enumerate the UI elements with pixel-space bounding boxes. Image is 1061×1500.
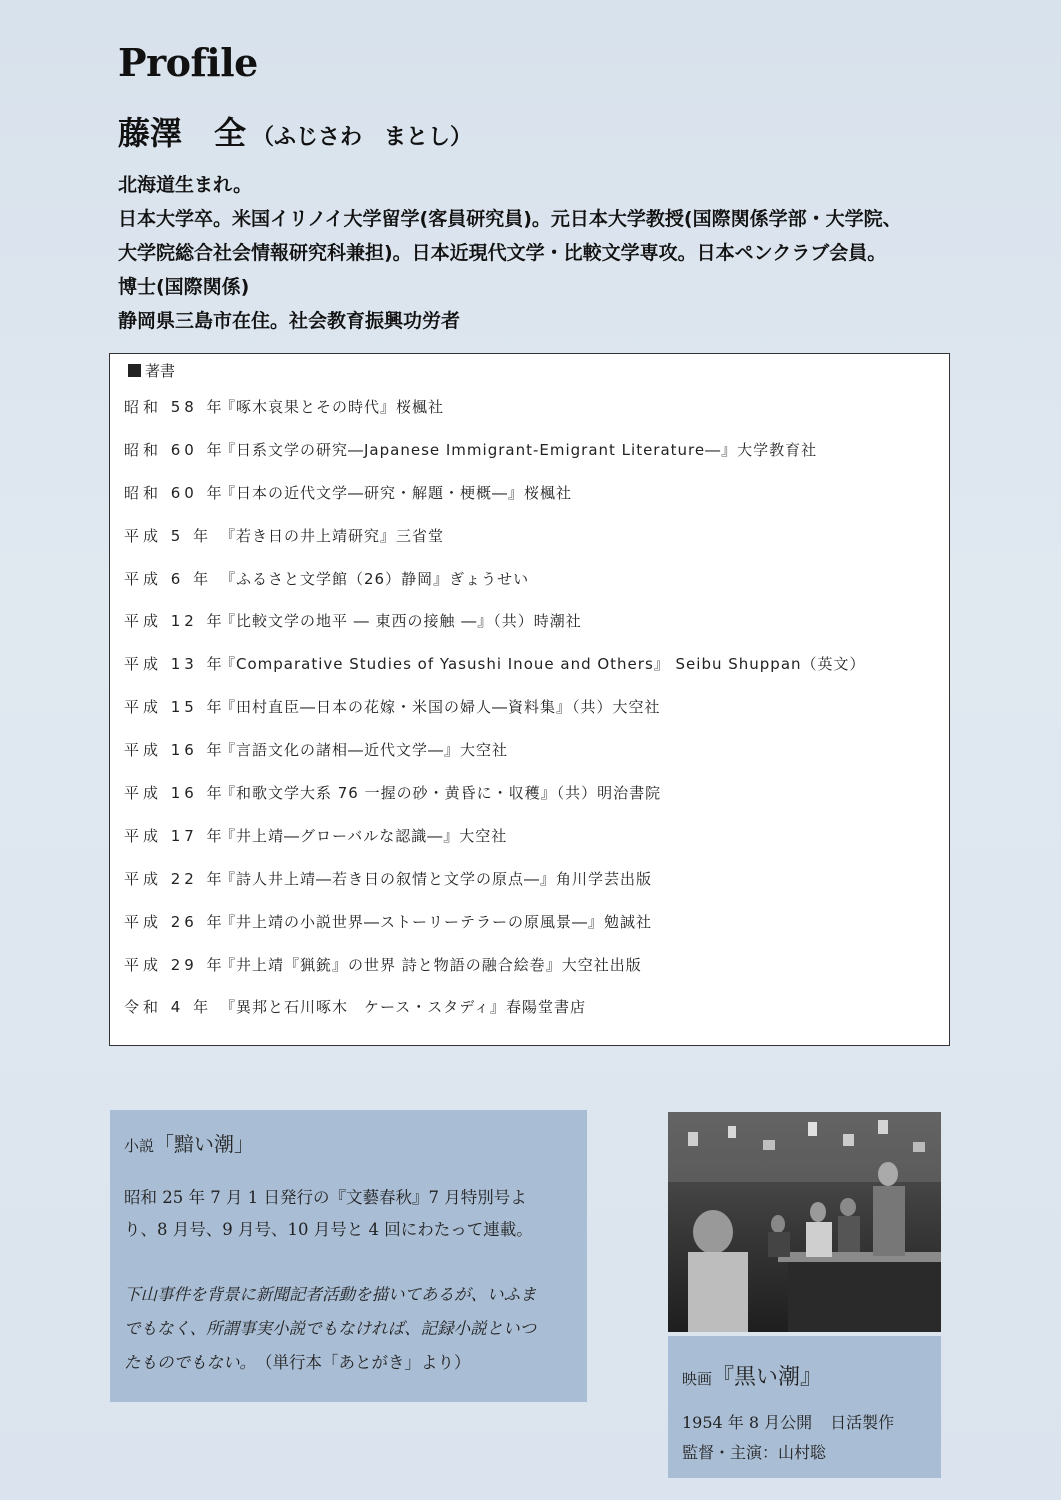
novel-quote-line: たものでもない。 [124,1353,248,1372]
book-title: 『若き日の井上靖研究』三省堂 [220,526,445,545]
film-panel [668,1336,941,1478]
book-item [124,653,944,696]
book-title: 『井上靖―グローバルな認識―』大空社 [220,826,508,845]
book-list [124,396,944,1039]
film-lead: 映画 [682,1370,713,1388]
book-item [124,525,944,568]
book-title: 『啄木哀果とその時代』桜楓社 [220,398,445,416]
book-year: 令和 4 年 [124,998,213,1017]
author-name: 藤澤 全 [118,114,247,152]
book-year: 平成 22 年 [124,869,226,888]
bibliography-heading: 著書 [145,362,176,380]
book-item [124,482,944,525]
book-title: 『井上靖『猟銃』の世界 詩と物語の融合絵巻』大空社出版 [220,955,642,974]
book-year: 平成 6 年 [124,569,213,588]
book-item [124,825,944,868]
book-year: 平成 16 年 [124,784,226,803]
author-name-line [118,108,472,154]
book-item [124,696,944,739]
profile-title: Profile [118,40,258,85]
novel-heading [124,1128,254,1157]
book-item [124,782,944,825]
bibliography-box [109,353,950,1046]
book-item [124,739,944,782]
book-year: 平成 5 年 [124,526,213,545]
book-title: 『Comparative Studies of Yasushi Inoue and Others』 Seibu Shuppan（英文） [220,655,866,674]
book-title: 『井上靖の小説世界―ストーリーテラーの原風景―』勉誠社 [220,912,653,931]
book-year: 平成 15 年 [124,698,226,717]
book-year: 平成 13 年 [124,655,226,674]
film-heading [682,1360,822,1391]
book-title: 『田村直臣―日本の花嫁・米国の婦人―資料集』（共）大空社 [220,698,661,717]
author-bio [118,168,988,338]
novel-description [124,1182,579,1246]
book-title: 『比較文学の地平 ― 東西の接触 ―』（共）時潮社 [220,612,582,631]
book-item [124,954,944,997]
bio-line: 大学院総合社会情報研究科兼担)。日本近現代文学・比較文学専攻。日本ペンクラブ会員。 [118,242,887,264]
novel-quote [124,1278,579,1380]
book-title: 『異邦と石川啄木 ケース・スタディ』春陽堂書店 [220,998,587,1017]
black-square-icon [128,364,141,377]
film-release-line [682,1410,894,1433]
book-title: 『日系文学の研究―Japanese Immigrant-Emigrant Literature―』大学教育社 [220,440,818,459]
book-item [124,568,944,611]
novel-text-line: 昭和 25 年 7 月 1 日発行の『文藝春秋』7 月特別号よ [124,1188,527,1207]
bio-line: 北海道生まれ。 [118,174,253,196]
book-item [124,610,944,653]
film-still-photo [668,1112,941,1332]
bio-line: 静岡県三島市在住。社会教育振興功労者 [118,310,461,332]
author-name-reading: （ふじさわ まとし） [252,125,473,150]
book-year: 昭和 58 年 [124,398,226,416]
book-title: 『和歌文学大系 76 一握の砂・黄昏に・収穫』（共）明治書院 [220,784,662,803]
novel-quote-source: （単行本「あとがき」より） [264,1353,471,1372]
novel-panel [110,1110,587,1402]
bio-line: 日本大学卒。米国イリノイ大学留学(客員研究員)。元日本大学教授(国際関係学部・大学院、 [118,208,902,230]
novel-lead: 小説 [124,1137,155,1155]
book-year: 昭和 60 年 [124,483,226,502]
book-title: 『ふるさと文学館（26）静岡』ぎょうせい [220,569,530,588]
bibliography-header [128,360,175,381]
book-item [124,911,944,954]
book-title: 『日本の近代文学―研究・解題・梗概―』桜楓社 [220,483,573,502]
book-year: 平成 26 年 [124,912,226,931]
novel-title: 「黯い潮」 [154,1132,255,1156]
film-title: 『黒い潮』 [712,1365,823,1390]
book-year: 平成 16 年 [124,741,226,760]
book-item [124,396,944,439]
novel-text-line: り、8 月号、9 月号、10 月号と 4 回にわたって連載。 [124,1220,533,1239]
novel-quote-line: でもなく、所謂事実小説でもなければ、記録小説といつ [124,1319,537,1338]
book-title: 『詩人井上靖―若き日の叙情と文学の原点―』角川学芸出版 [220,869,653,888]
bio-line: 博士(国際関係) [118,276,250,298]
book-year: 平成 29 年 [124,955,226,974]
book-year: 平成 17 年 [124,826,226,845]
book-item [124,868,944,911]
book-year: 平成 12 年 [124,612,226,631]
film-director: 監督・主演：山村聡 [682,1443,827,1462]
book-year: 昭和 60 年 [124,440,226,459]
film-still-image [668,1112,941,1332]
book-item [124,439,944,482]
book-title: 『言語文化の諸相―近代文学―』大空社 [220,741,509,760]
film-release: 1954 年 8 月公開 [682,1413,813,1432]
film-studio: 日活製作 [830,1413,895,1432]
book-item [124,996,944,1039]
novel-quote-line: 下山事件を背景に新聞記者活動を描いてあるが、いふま [124,1285,537,1304]
